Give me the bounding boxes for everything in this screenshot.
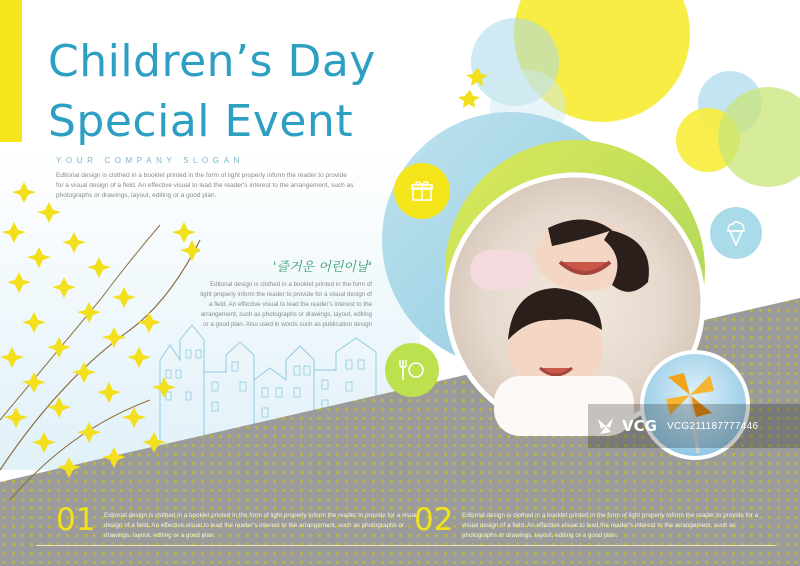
step-text-2: Editorial design is clothed in a booklet printed in the form of light properly inform the reader to provide for a visual design of a field. An effective visual to lead the reader's interest to the arrangement, such as photographs or drawings, layout, editing or a good plan. (462, 512, 759, 539)
watermark-brand: VCG (622, 417, 657, 435)
step-number-2: 02 (414, 502, 454, 538)
dining-badge (385, 343, 439, 397)
company-slogan: YOUR COMPANY SLOGAN (56, 156, 245, 165)
korean-heading: '즐거운 어린이날' (272, 260, 372, 275)
forsythia-flowers (0, 170, 200, 490)
gift-icon (410, 179, 434, 203)
yellow-corner-bar (0, 0, 22, 142)
intro-paragraph: Editorial design is clothed in a booklet printed in the form of light properly inform the reader to provide for a visual design of a field. An effective visual to lead the reader's interest to the arrangement, such as photographs or drawings, layout, editing or a good plan. (56, 172, 354, 199)
watermark (588, 404, 800, 448)
cutlery-icon (399, 358, 425, 382)
mid-paragraph: Editorial design is clothed in a booklet printed in the form of light properly inform the reader to provide for a visual design of a field. An effective visual to lead the reader's interest to the arrangement, such as photographs or drawings, layout, editing or a good plan. Also used in words such as publication design (200, 281, 372, 328)
floating-flower (458, 68, 498, 117)
ice-cream-icon (725, 220, 747, 246)
step-text-1: Editorial design is clothed in a booklet printed in the form of light properly inform the reader to provide for a visual design of a field. An effective visual to lead the reader's interest to the arrangement, such as photographs or drawings, layout, editing or a good plan. (104, 512, 418, 539)
bottom-divider (36, 545, 776, 546)
step-number-1: 01 (56, 502, 96, 538)
gift-badge (394, 163, 450, 219)
watermark-id: VCG211187777446 (666, 420, 759, 432)
title-line-1: Children’s Day (48, 36, 376, 87)
vcg-logo-icon (596, 416, 616, 436)
title-line-2: Special Event (48, 96, 354, 147)
ice-cream-badge (710, 207, 762, 259)
